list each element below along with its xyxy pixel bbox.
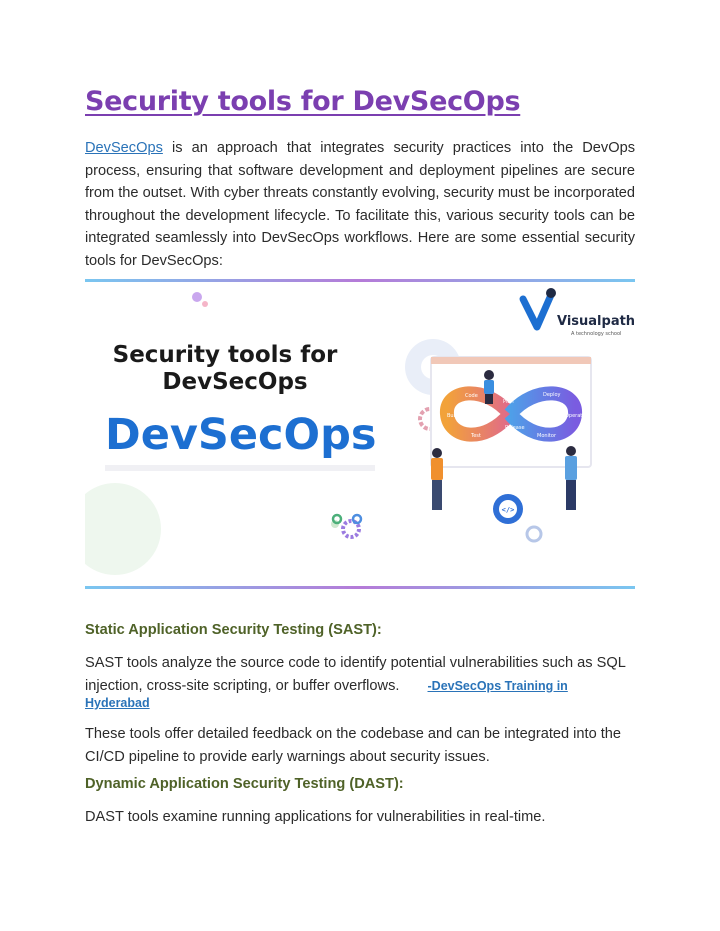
sast-paragraph bbox=[85, 652, 635, 720]
banner-heading-line2: DevSecOps bbox=[162, 369, 308, 395]
visualpath-logo-tagline: A technology school bbox=[571, 331, 622, 337]
visualpath-logo-name: Visualpath bbox=[557, 314, 635, 329]
devsecops-link[interactable]: DevSecOps bbox=[85, 140, 163, 156]
loop-label-monitor: Monitor bbox=[537, 433, 557, 439]
sast-paragraph-2: These tools offer detailed feedback on the codebase and can be integrated into the CI/CD pipeline to provide early warnings about security issues. bbox=[85, 726, 622, 765]
loop-label-operate: Operate bbox=[565, 413, 586, 419]
banner-illustration bbox=[85, 279, 635, 589]
loop-label-build: Build bbox=[447, 413, 460, 419]
training-link-line2[interactable]: Hyderabad bbox=[85, 696, 150, 710]
visualpath-logo-dot bbox=[546, 288, 556, 298]
banner-image bbox=[85, 279, 635, 589]
page-title: Security tools for DevSecOps bbox=[85, 86, 521, 117]
dast-heading: Dynamic Application Security Testing (DAST): bbox=[85, 776, 404, 792]
code-gear-icon bbox=[493, 494, 523, 524]
decor-bar bbox=[105, 465, 375, 471]
intro-paragraph bbox=[85, 137, 635, 272]
sast-text: SAST tools analyze the source code to identify potential vulnerabilities such as SQL injection, cross-site scripting, or buffer overflows. bbox=[85, 655, 626, 694]
loop-label-release: Release bbox=[505, 425, 525, 431]
decor-dot bbox=[192, 292, 202, 302]
banner-heading-line1: Security tools for bbox=[112, 342, 338, 368]
banner-top-line bbox=[85, 279, 635, 282]
laptop-window-bar bbox=[431, 357, 591, 364]
intro-text: is an approach that integrates security practices into the DevOps process, ensuring that software development and deployment pipelines are secure from the outset. With cyber threats constantly evolving, security must be incorporated throughout the development lifecycle. To facilitate this, various security tools can be integrated seamlessly into DevSecOps workflows. Here are some essential security tools for DevSecOps: bbox=[85, 140, 635, 269]
sast-heading: Static Application Security Testing (SAST): bbox=[85, 622, 382, 638]
code-tag: </> bbox=[501, 506, 515, 514]
banner-bottom-line bbox=[85, 586, 635, 589]
dast-paragraph: DAST tools examine running applications for vulnerabilities in real-time. bbox=[85, 809, 546, 825]
loop-label-code: Code bbox=[465, 393, 478, 399]
loop-label-plan: Plan bbox=[503, 399, 514, 405]
banner-big-word: DevSecOps bbox=[105, 410, 377, 460]
training-link-line1[interactable]: -DevSecOps Training in bbox=[427, 678, 568, 693]
person-figure-top bbox=[484, 370, 494, 404]
decor-dot bbox=[202, 301, 208, 307]
loop-label-test: Test bbox=[471, 433, 481, 439]
loop-label-deploy: Deploy bbox=[543, 392, 561, 398]
